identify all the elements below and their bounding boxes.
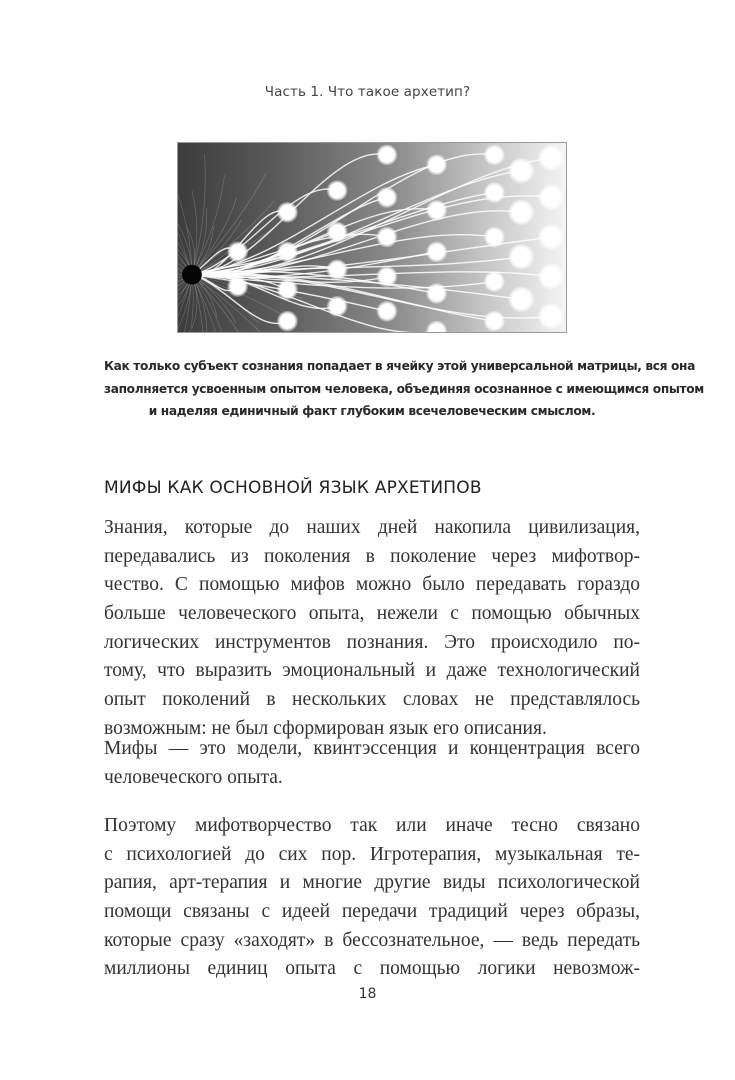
glowing-node <box>426 241 447 262</box>
glowing-node <box>508 158 534 184</box>
glowing-node <box>277 202 298 223</box>
glowing-node <box>227 241 248 262</box>
glowing-node <box>538 224 564 250</box>
glowing-node <box>277 241 298 262</box>
figure-caption <box>104 355 704 423</box>
matrix-illustration <box>178 143 566 332</box>
glowing-node <box>227 276 248 297</box>
glowing-node <box>538 185 564 211</box>
text-line: логических инструментов познания. Это происходило по- <box>104 631 640 653</box>
glowing-node <box>376 144 397 165</box>
text-line: Поэтому мифотворчество так или иначе тесно связано <box>104 815 640 836</box>
caption-line: заполняется усвоенным опытом человека, объединяя осознанное с имеющимся опытом <box>104 381 704 396</box>
glowing-node <box>484 182 505 203</box>
glowing-node <box>277 311 298 332</box>
text-line: Мифы — это модели, квинтэссенция и концентрация всего <box>104 738 640 759</box>
source-dot <box>182 265 202 285</box>
glowing-node <box>484 144 505 165</box>
glowing-node <box>376 227 397 248</box>
glowing-node <box>538 145 564 171</box>
glowing-node <box>426 154 447 175</box>
text-line: больше человеческого опыта, нежели с помощью обычных <box>104 603 640 625</box>
text-line: миллионы единиц опыта с помощью логики невозмож- <box>104 958 640 980</box>
text-line: Знания, которые до наших дней накопила цивилизация, <box>104 517 640 538</box>
glowing-node <box>426 321 447 332</box>
text-line: тому, что выразить эмоциональный и даже технологический <box>104 660 640 682</box>
glowing-node <box>484 227 505 248</box>
glowing-node <box>426 200 447 221</box>
figure-illustration <box>177 142 567 333</box>
text-line: с психологией до сих пор. Игротерапия, музыкальная те- <box>104 843 640 865</box>
section-heading: МИФЫ КАК ОСНОВНОЙ ЯЗЫК АРХЕТИПОВ <box>104 478 482 498</box>
glowing-node <box>327 222 348 243</box>
glowing-node <box>508 244 534 270</box>
glowing-node <box>327 180 348 201</box>
text-line: которые сразу «заходят» в бессознательное, — ведь передать <box>104 929 640 951</box>
text-line: опыт поколений в нескольких словах не представлялось <box>104 689 640 711</box>
fiber-line <box>192 190 197 274</box>
glowing-node <box>538 303 564 329</box>
running-head: Часть 1. Что такое архетип? <box>264 84 471 100</box>
glowing-node <box>484 311 505 332</box>
text-line: рапия, арт-терапия и многие другие виды психологической <box>104 872 640 894</box>
text-line: помощи связаны с идеей передачи традиций через образы, <box>104 901 640 923</box>
text-line: возможным: не был сформирован язык его описания. <box>104 717 547 739</box>
text-line: человеческого опыта. <box>104 766 283 788</box>
glowing-node <box>376 301 397 322</box>
glowing-node <box>484 271 505 292</box>
text-line: передавались из поколения в поколение через мифотвор- <box>104 545 640 567</box>
glowing-node <box>277 279 298 300</box>
glowing-node <box>376 266 397 287</box>
glowing-node <box>508 286 534 312</box>
text-line: чество. С помощью мифов можно было передавать гораздо <box>104 574 640 596</box>
glowing-node <box>426 283 447 304</box>
page-number: 18 <box>358 986 377 1002</box>
glowing-node <box>327 296 348 317</box>
glowing-node <box>376 187 397 208</box>
paragraph <box>104 514 640 744</box>
fiber-line <box>192 155 205 275</box>
caption-line: и наделяя единичный факт глубоким всечеловеческим смыслом. <box>148 404 596 418</box>
glowing-node <box>538 264 564 290</box>
paragraph <box>104 812 640 984</box>
glowing-node <box>327 259 348 280</box>
caption-line: Как только субъект сознания попадает в ячейку этой универсальной матрицы, вся она <box>104 359 696 373</box>
glowing-node <box>508 199 534 225</box>
paragraph <box>104 735 640 792</box>
